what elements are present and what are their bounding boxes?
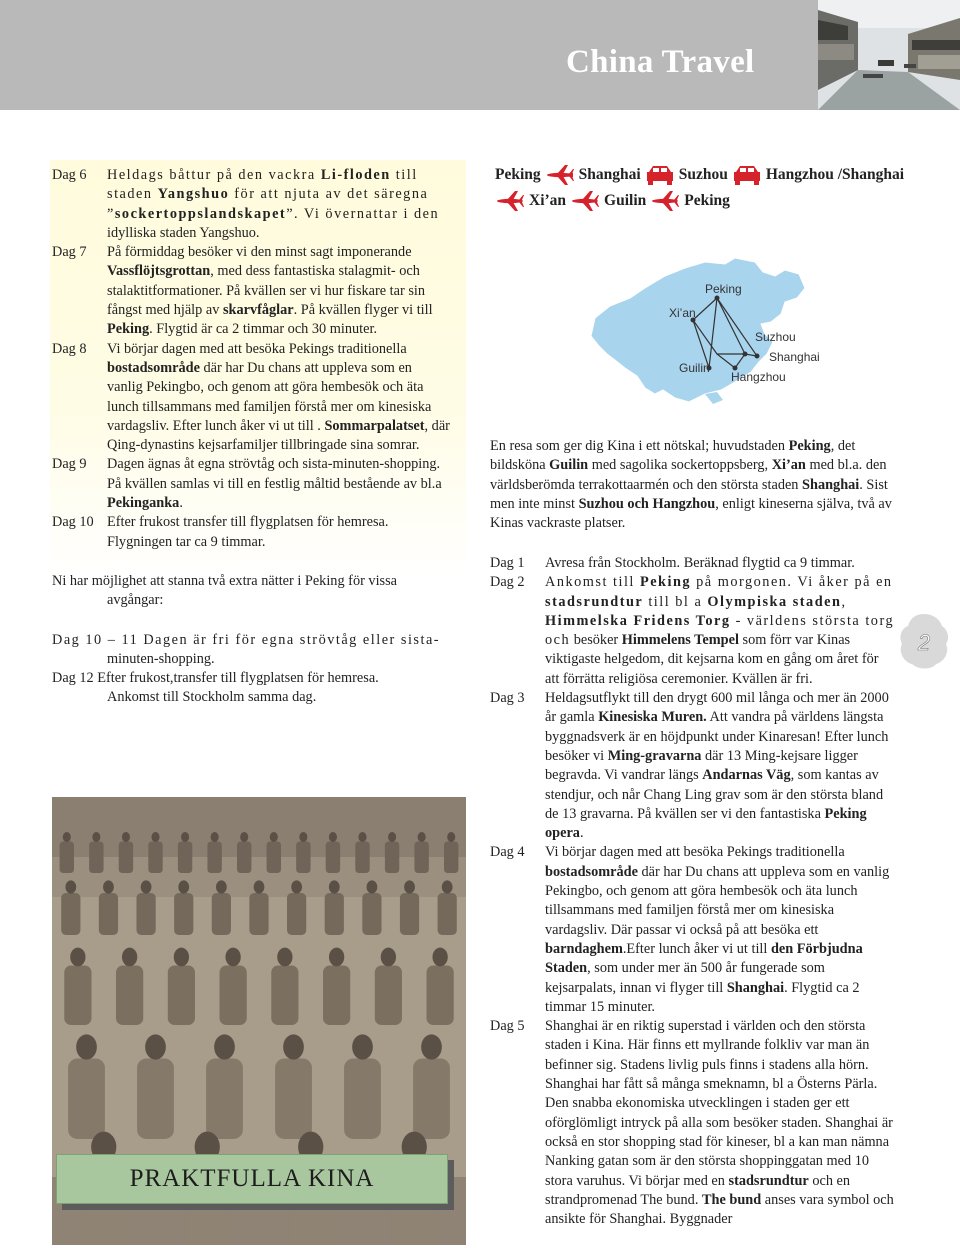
- day-description: Efter frukost transfer till flygplatsen för hemresa. Flygningen tar ca 9 timmar.: [107, 514, 389, 550]
- extra-option-1a: Dag 10 – 11 Dagen är fri för egna strövtåg eller sista-: [52, 631, 441, 648]
- page-number: 2: [917, 630, 931, 655]
- route-stop: Suzhou: [678, 166, 728, 183]
- route-row-2: [495, 188, 955, 214]
- day-description: Ankomst till Peking på morgonen. Vi åker på en stadsrundtur till bl a Olympiska staden, Himmelska Fridens Torg - världens största torg och besöker Himmelens Tempel som förr var Kinas viktigaste helgedom, dit kejsarna kom en gång om året för att förrätta religiösa ceremonier. Kvällen är fri.: [545, 574, 895, 687]
- itinerary-day: [490, 554, 896, 573]
- itinerary-right: [490, 554, 896, 1229]
- airplane-icon: [650, 190, 680, 212]
- day-description: Vi börjar dagen med att besöka Pekings traditionella bostadsområde där har Du chans att uppleva som en vanlig Pekingbo, och genom att göra hembesök och äta lunch tillsammans med familjen förstå mer om kinesiska vardagsliv. Efter lunch åker vi ut till . Sommarpalatset, där Qing-dynastins kejsarfamiljer tillbringade sina somrar.: [107, 340, 450, 454]
- car-icon: [732, 164, 762, 186]
- day-description: Dagen ägnas åt egna strövtåg och sista-minuten-shopping. På kvällen samlas vi till en festlig måltid bestående av bl.a Pekinganka.: [107, 456, 442, 512]
- itinerary-day: [52, 243, 450, 339]
- china-map-outline: [585, 258, 835, 408]
- route-stop: Shanghai: [578, 166, 641, 183]
- day-label: Dag 7: [52, 244, 87, 261]
- airplane-icon: [495, 190, 525, 212]
- itinerary-day: [490, 843, 896, 1017]
- itinerary-day: [490, 689, 896, 843]
- route-stop: Hangzhou /Shanghai: [765, 166, 905, 183]
- extra-nights-note: [52, 572, 450, 611]
- day-label: Dag 6: [52, 167, 87, 183]
- extra-option-2a: Dag 12 Efter frukost,transfer till flygplatsen för hemresa.: [52, 670, 379, 687]
- airplane-icon: [545, 164, 575, 186]
- route-summary: [495, 162, 955, 214]
- day-description: Shanghai är en riktig superstad i världen och den största staden i Kina. Här finns ett myllrande folkliv var man än befinner sig. Stadens livlig puls finns i stadens alla hörn. Shanghai har fått så många smeknamn, bl a Österns Pärla. Den snabba ekonomiska utvecklingen i staden ger ett oförglömligt intryck på alla som besöker staden. Shanghai är också en stor shopping stad för kineser, bl a kan man nämna Nanking gatan som är den största shoppinggatan med 10 stora varuhus. Vi börjar med en stadsrundtur och en strandpromenad The bund. The bund anses vara symbol och ansikte för Shanghai. Byggnader: [545, 1018, 894, 1228]
- page-title: China Travel: [566, 44, 755, 80]
- itinerary-day: [490, 1017, 896, 1229]
- day-description: Heldags båttur på den vackra Li-floden till staden Yangshuo för att njuta av det säregna ”sockertoppslandskapet”. Vi övernattar i den idylliska staden Yangshuo.: [107, 167, 440, 241]
- itinerary-left: [52, 166, 450, 708]
- itinerary-day: [52, 166, 450, 243]
- day-label: Dag 5: [490, 1018, 525, 1035]
- map-label-peking: Peking: [705, 282, 742, 296]
- extra-nights-line1: Ni har möjlighet att stanna två extra nätter i Peking för vissa: [52, 572, 398, 589]
- route-stop: Peking: [495, 166, 541, 183]
- map-label-hangzhou: Hangzhou: [731, 370, 786, 384]
- extra-option-2b: Ankomst till Stockholm samma dag.: [107, 689, 317, 706]
- day-label: Dag 2: [490, 574, 525, 591]
- airplane-icon: [570, 190, 600, 212]
- car-icon: [645, 164, 675, 186]
- right-entry-list: [490, 554, 896, 1229]
- day-label: Dag 3: [490, 690, 525, 707]
- route-stop: Guilin: [604, 192, 647, 209]
- day-label: Dag 8: [52, 340, 87, 357]
- extra-nights-options: [52, 631, 450, 708]
- extra-option-1b: minuten-shopping.: [107, 650, 215, 667]
- day-description: Heldagsutflykt till den drygt 600 mil långa och mer än 2000 år gamla Kinesiska Muren. Att vandra på världens längsta byggnadsverk är en höjdpunkt under Kinaresan! Efter lunch besöker vi Ming-gravarna där 13 Ming-kejsare ligger begravda. Vi vandrar längs Andarnas Väg, som kantas av stendjur, och når Chang Ling grav som är den största bland de 13 gravarna. På kvällen ser vi den fantastiska Peking opera.: [545, 690, 889, 842]
- day-label: Dag 4: [490, 844, 525, 861]
- map-label-suzhou: Suzhou: [755, 330, 796, 344]
- extra-nights-line2: avgångar:: [107, 592, 164, 609]
- china-route-map: [585, 258, 835, 408]
- map-label-xian: Xi’an: [669, 306, 696, 320]
- day-label: Dag 1: [490, 555, 525, 571]
- day-description: Avresa från Stockholm. Beräknad flygtid ca 9 timmar.: [545, 555, 855, 571]
- route-stop: Xi’an: [529, 192, 567, 209]
- route-stop: Peking: [684, 192, 730, 209]
- itinerary-day: [490, 573, 896, 689]
- map-label-shanghai: Shanghai: [769, 350, 820, 364]
- itinerary-day: [52, 513, 450, 552]
- map-label-guilin: Guilin: [679, 361, 710, 375]
- day-label: Dag 10: [52, 514, 94, 531]
- page-number-badge: [898, 612, 950, 670]
- header-band: [0, 0, 960, 110]
- route-row-1: [495, 162, 955, 188]
- day-description: Vi börjar dagen med att besöka Pekings traditionella bostadsområde där har Du chans att uppleva som en vanlig Pekingbo, och genom att göra hembesök och äta lunch tillsammans med familjen förstå mer om kinesiska vardagsliv. Där passar vi också på att besöka ett barndaghem.Efter lunch åker vi ut till den Förbjudna Staden, som under mer än 500 år fungerade som kejsarpalats, innan vi flyger till Shanghai. Flygtid ca 2 timmar 15 minuter.: [545, 844, 890, 1015]
- intro-paragraph: En resa som ger dig Kina i ett nötskal; huvudstaden Peking, det bildsköna Guilin med sagolika sockertoppsberg, Xi’an med bl.a. den världsberömda terrakottaarmén och den största staden Shanghai. Sist men inte minst Suzhou och Hangzhou, enligt kineserna själva, två av Kinas vackraste platser.: [490, 438, 892, 532]
- day-label: Dag 9: [52, 456, 87, 473]
- banner-title: PRAKTFULLA KINA: [56, 1154, 448, 1204]
- left-entry-list: [52, 166, 450, 552]
- canal-town-photo: [818, 0, 960, 110]
- itinerary-day: [52, 455, 450, 513]
- day-description: På förmiddag besöker vi den minst sagt imponerande Vassflöjtsgrottan, med dess fantastiska stalagmit- och stalaktitformationer. På kvällen ser vi hur fiskare tar sin fångst med hjälp av skarvfåglar. På kvällen flyger vi till Peking. Flygtid är ca 2 timmar och 30 minuter.: [107, 244, 433, 338]
- itinerary-day: [52, 340, 450, 456]
